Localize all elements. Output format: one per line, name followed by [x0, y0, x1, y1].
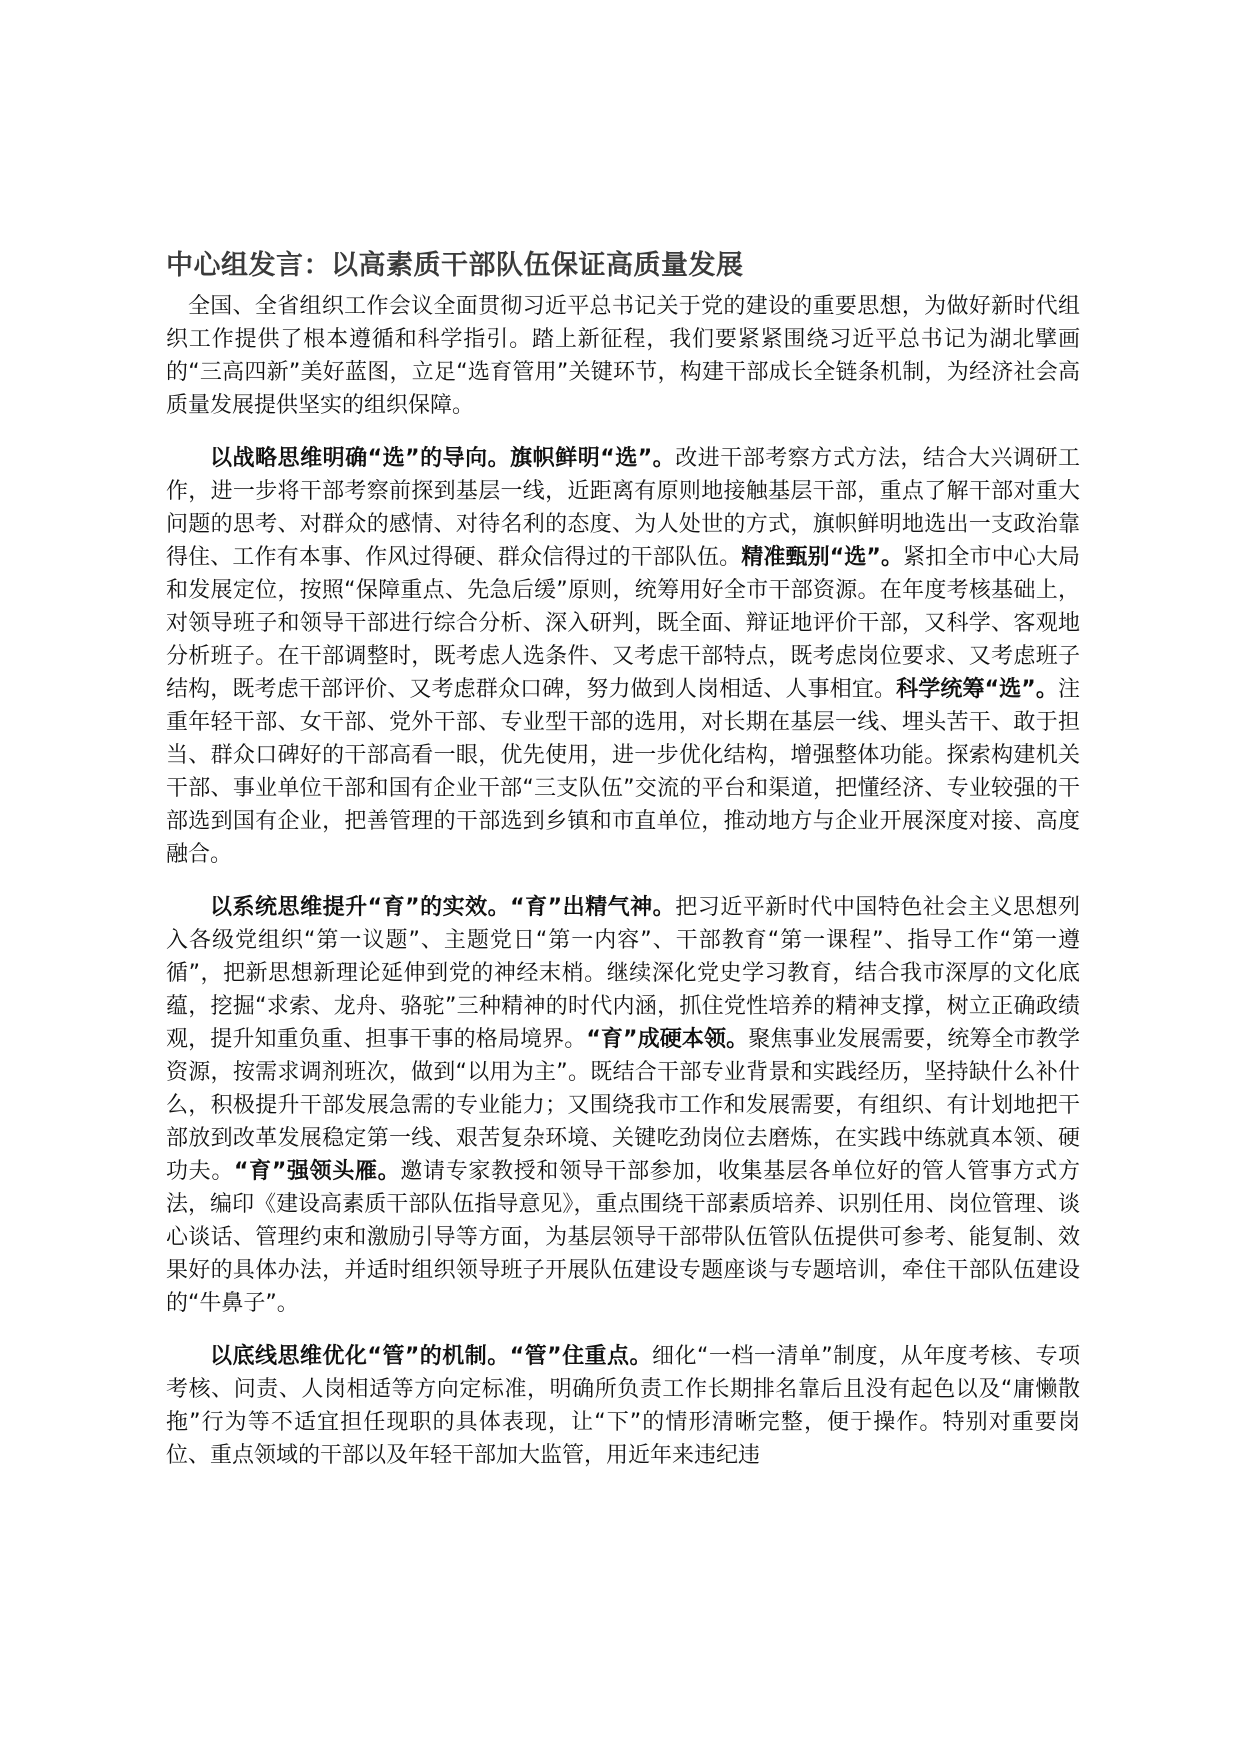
- body-text: 紧扣全市中心大局和发展定位，按照“保障重点、先急后缓”原则，统筹用好全市干部资源。在年度考核基础上，对领导班子和领导干部进行综合分析、深入研判，既全面、辩证地评价干部，又科学、客观地分析班子。在干部调整时，既考虑人选条件、又考虑干部特点，既考虑岗位要求、又考虑班子结构，既考虑干部评价、又考虑群众口碑，努力做到人岗相适、人事相宜。: [166, 545, 1080, 702]
- document-page: [166, 246, 1080, 1492]
- subheading-kexue: 科学统筹“选”。: [896, 677, 1058, 702]
- document-title: 中心组发言：以高素质干部队伍保证高质量发展: [166, 250, 744, 281]
- subheading-lingtouyan: “育”强领头雁。: [234, 1159, 401, 1184]
- subheading-jingzhun: 精准甄别“选”。: [741, 545, 904, 570]
- section-xuan-paragraph: [166, 442, 1080, 871]
- body-text: 细化“一档一清单”制度，从年度考核、专项考核、问责、人岗相适等方向定标准，明确所负责工作长期排名靠后且没有起色以及“庸懒散拖”行为等不适宜担任现职的具体表现，让“下”的情形清晰完整，便于操作。特别对重要岗位、重点领域的干部以及年轻干部加大监管，用近年来违纪违: [166, 1344, 1081, 1468]
- section-yu-paragraph: [166, 891, 1080, 1320]
- intro-paragraph: 全国、全省组织工作会议全面贯彻习近平总书记关于党的建设的重要思想，为做好新时代组织工作提供了根本遵循和科学指引。踏上新征程，我们要紧紧围绕习近平总书记为湖北擘画的“三高四新”美好蓝图，立足“选育管用”关键环节，构建干部成长全链条机制，为经济社会高质量发展提供坚实的组织保障。: [166, 294, 1080, 418]
- section-heading-guan: 以底线思维优化“管”的机制。“管”住重点。: [210, 1344, 653, 1369]
- section-heading-yu: 以系统思维提升“育”的实效。“育”出精气神。: [210, 895, 676, 920]
- section-heading-xuan: 以战略思维明确“选”的导向。旗帜鲜明“选”。: [210, 446, 676, 471]
- body-text: 改进干部考察方式方法，结合大兴调研工作，进一步将干部考察前探到基层一线，近距离有原则地接触基层干部，重点了解干部对重大问题的思考、对群众的感情、对待名利的态度、为人处世的方式，旗帜鲜明地选出一支政治靠得住、工作有本事、作风过得硬、群众信得过的干部队伍。: [166, 446, 1080, 570]
- body-text: 聚焦事业发展需要，统筹全市教学资源，按需求调剂班次，做到“以用为主”。既结合干部专业背景和实践经历，坚持缺什么补什么，积极提升干部发展急需的专业能力；又围绕我市工作和发展需要，有组织、有计划地把干部放到改革发展稳定第一线、艰苦复杂环境、关键吃劲岗位去磨炼，在实践中练就真本领、硬功夫。: [166, 1027, 1080, 1184]
- section-guan-paragraph: [166, 1340, 1080, 1472]
- body-text: 邀请专家教授和领导干部参加，收集基层各单位好的管人管事方式方法，编印《建设高素质干部队伍指导意见》，重点围绕干部素质培养、识别任用、岗位管理、谈心谈话、管理约束和激励引导等方面，为基层领导干部带队伍管队伍提供可参考、能复制、效果好的具体办法，并适时组织领导班子开展队伍建设专题座谈与专题培训，牵住干部队伍建设的“牛鼻子”。: [166, 1159, 1080, 1316]
- subheading-yingbenling: “育”成硬本领。: [586, 1027, 749, 1052]
- body-text: 注重年轻干部、女干部、党外干部、专业型干部的选用，对长期在基层一线、埋头苦干、敢于担当、群众口碑好的干部高看一眼，优先使用，进一步优化结构，增强整体功能。探索构建机关干部、事业单位干部和国有企业干部“三支队伍”交流的平台和渠道，把懂经济、专业较强的干部选到国有企业，把善管理的干部选到乡镇和市直单位，推动地方与企业开展深度对接、高度融合。: [166, 677, 1080, 867]
- body-text: 把习近平新时代中国特色社会主义思想列入各级党组织“第一议题”、主题党日“第一内容”、干部教育“第一课程”、指导工作“第一遵循”，把新思想新理论延伸到党的神经末梢。继续深化党史学习教育，结合我市深厚的文化底蕴，挖掘“求索、龙舟、骆驼”三种精神的时代内涵，抓住党性培养的精神支撑，树立正确政绩观，提升知重负重、担事干事的格局境界。: [166, 895, 1080, 1052]
